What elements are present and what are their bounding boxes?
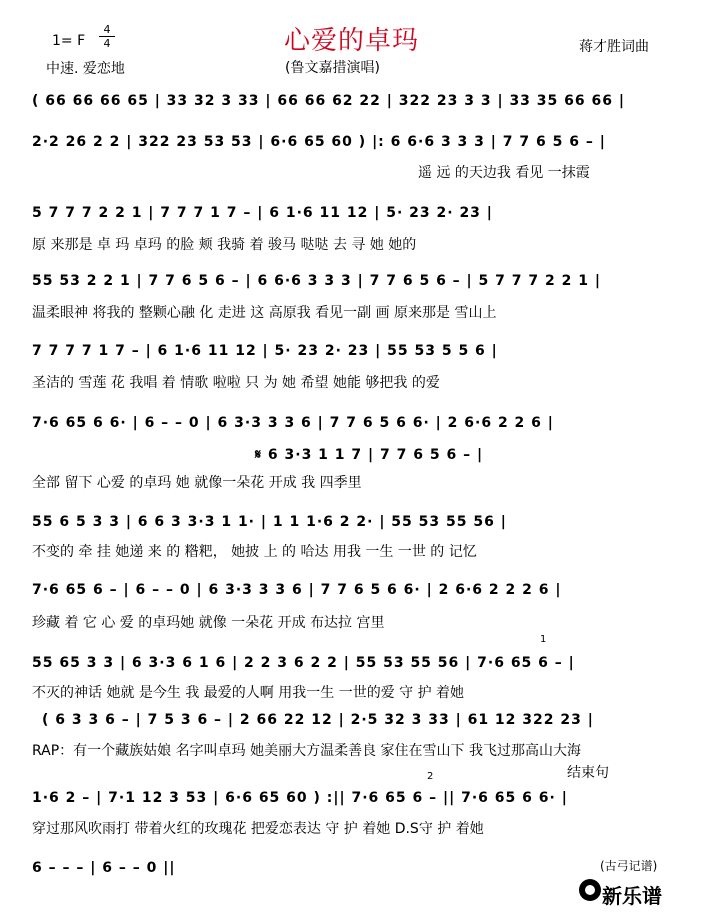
notes-row-9: 55 65 3 3 | 6 3·3 6 1 6 | 2 2 3 6 2 2 | 55 53 55 56 | 7·6 65 6 – | bbox=[32, 655, 575, 671]
notes-row-3: 5 7 7 7 2 2 1 | 7 7 7 1 7 – | 6 1·6 11 12 | 5· 23 2· 23 | bbox=[32, 205, 493, 221]
lyrics-row-9: 不灭的神话 她就 是今生 我 最爱的人啊 用我一生 一世的爱 守 护 着她 bbox=[32, 685, 465, 701]
time-sig-top: 4 bbox=[103, 23, 111, 36]
logo-icon bbox=[579, 879, 601, 901]
lyrics-row-11: 穿过那风吹雨打 带着火红的玫瑰花 把爱恋表达 守 护 着她 D.S守 护 着她 bbox=[32, 821, 484, 837]
volta-2-label: 2 bbox=[427, 771, 434, 782]
notes-row-4: 55 53 2 2 1 | 7 7 6 5 6 – | 6 6·6 3 3 3 | 7 7 6 5 6 – | 5 7 7 7 2 2 1 | bbox=[32, 273, 601, 289]
site-logo-text: 新乐谱 bbox=[602, 884, 662, 908]
notes-row-6-sub: 𝄋 6 3·3 1 1 7 | 7 7 6 5 6 – | bbox=[255, 447, 484, 463]
notes-row-2: 2·2 26 2 2 | 322 23 53 53 | 6·6 65 60 ) |: 6 6·6 3 3 3 | 7 7 6 5 6 – | bbox=[32, 134, 606, 150]
notes-row-6: 7·6 65 6 6· | 6 – – 0 | 6 3·3 3 3 6 | 7 7 6 5 6 6· | 2 6·6 2 2 6 | bbox=[32, 415, 554, 431]
volta-1-label: 1 bbox=[540, 634, 547, 645]
notes-row-10: ( 6 3 3 6 – | 7 5 3 6 – | 2 66 22 12 | 2·5 32 3 33 | 61 12 322 23 | bbox=[42, 712, 594, 728]
song-title: 心爱的卓玛 bbox=[283, 26, 419, 56]
composer-credit: 蒋才胜词曲 bbox=[579, 39, 649, 55]
notes-row-5: 7 7 7 7 1 7 – | 6 1·6 11 12 | 5· 23 2· 23 | 55 53 5 5 6 | bbox=[32, 343, 498, 359]
notes-row-7: 55 6 5 3 3 | 6 6 3 3·3 1 1· | 1 1 1·6 2 2· | 55 53 55 56 | bbox=[32, 514, 507, 530]
notes-row-1: ( 66 66 66 65 | 33 32 3 33 | 66 66 62 22 | 322 23 3 3 | 33 35 66 66 | bbox=[32, 93, 625, 109]
coda-label: 结束句 bbox=[567, 765, 609, 781]
lyrics-row-2: 遥 远 的天边我 看见 一抹霞 bbox=[418, 165, 590, 181]
notes-row-12: 6 – – – | 6 – – 0 || bbox=[32, 860, 176, 876]
lyrics-row-7: 不变的 牵 挂 她递 来 的 糌粑， 她披 上 的 哈达 用我 一生 一世 的 记忆 bbox=[32, 544, 477, 560]
lyrics-row-3: 原 来那是 卓 玛 卓玛 的脸 颊 我骑 着 骏马 哒哒 去 寻 她 她的 bbox=[32, 237, 417, 253]
tempo-marking: 中速. 爱恋地 bbox=[46, 61, 125, 77]
lyrics-row-6: 全部 留下 心爱 的卓玛 她 就像一朵花 开成 我 四季里 bbox=[32, 475, 362, 491]
notes-row-8: 7·6 65 6 – | 6 – – 0 | 6 3·3 3 3 6 | 7 7 6 5 6 6· | 2 6·6 2 2 2 6 | bbox=[32, 582, 562, 598]
time-sig-bottom: 4 bbox=[103, 37, 111, 50]
lyrics-row-8: 珍藏 着 它 心 爱 的卓玛她 就像 一朵花 开成 布达拉 宫里 bbox=[32, 615, 385, 631]
time-signature bbox=[99, 24, 115, 49]
key-signature: 1= F bbox=[52, 33, 86, 49]
transcriber-credit: (古弓记谱) bbox=[600, 859, 658, 873]
lyrics-row-5: 圣洁的 雪莲 花 我唱 着 情歌 啦啦 只 为 她 希望 她能 够把我 的爱 bbox=[32, 375, 440, 391]
lyrics-row-10: RAP：有一个藏族姑娘 名字叫卓玛 她美丽大方温柔善良 家住在雪山下 我飞过那高山大海 bbox=[32, 743, 581, 759]
notes-row-11: 1·6 2 – | 7·1 12 3 53 | 6·6 65 60 ) :|| 7·6 65 6 – || 7·6 65 6 6· | bbox=[32, 790, 568, 806]
singer-credit: (鲁文嘉措演唱) bbox=[285, 60, 380, 76]
lyrics-row-4: 温柔眼神 将我的 整颗心融 化 走进 这 高原我 看见一副 画 原来那是 雪山上 bbox=[32, 305, 497, 321]
